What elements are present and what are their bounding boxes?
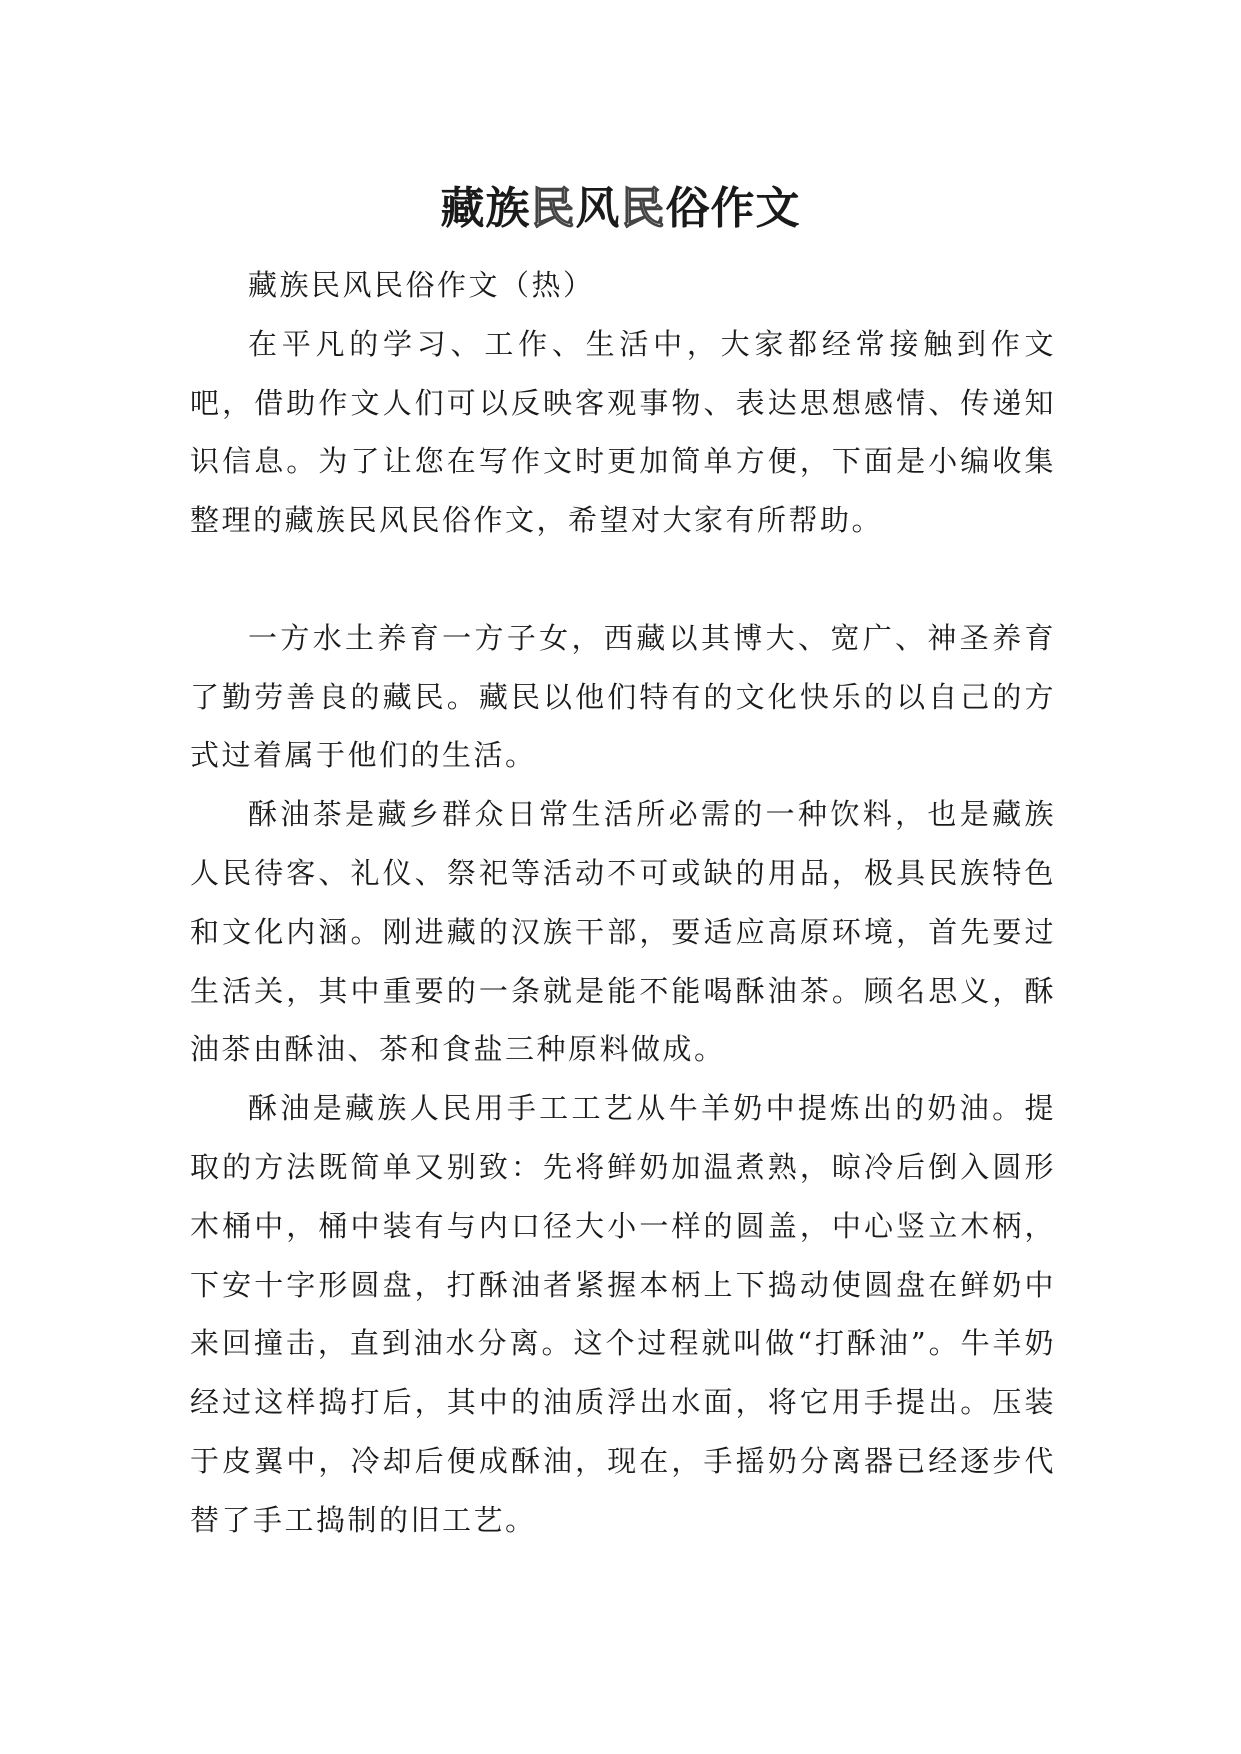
paragraph-2: 酥油茶是藏乡群众日常生活所必需的一种饮料，也是藏族人民待客、礼仪、祭祀等活动不可或缺的用品，极具民族特色和文化内涵。刚进藏的汉族干部，要适应高原环境，首先要过生活关，其中重要的一条就是能不能喝酥油茶。顾名思义，酥油茶由酥油、茶和食盐三种原料做成。: [190, 797, 1056, 1067]
title-part-1: 藏族: [440, 183, 531, 235]
title-part-4: 民: [620, 183, 666, 235]
title-part-3: 风: [575, 183, 621, 235]
intro-paragraph: 在平凡的学习、工作、生活中，大家都经常接触到作文吧，借助作文人们可以反映客观事物、表达思想感情、传递知识信息。为了让您在写作文时更加简单方便，下面是小编收集整理的藏族民风民俗作文，希望对大家有所帮助。: [190, 326, 1056, 538]
paragraph-3: 酥油是藏族人民用手工工艺从牛羊奶中提炼出的奶油。提取的方法既简单又别致：先将鲜奶加温煮熟，晾冷后倒入圆形木桶中，桶中装有与内口径大小一样的圆盖，中心竖立木柄，下安十字形圆盘，打酥油者紧握本柄上下捣动使圆盘在鲜奶中来回撞击，直到油水分离。这个过程就叫做“打酥油”。牛羊奶经过这样捣打后，其中的油质浮出水面，将它用手提出。压装于皮翼中，冷却后便成酥油，现在，手摇奶分离器已经逐步代替了手工捣制的旧工艺。: [190, 1091, 1056, 1537]
subtitle-line: 藏族民风民俗作文（热）: [248, 268, 595, 302]
title-part-2: 民: [530, 183, 576, 235]
paragraph-1: 一方水土养育一方子女，西藏以其博大、宽广、神圣养育了勤劳善良的藏民。藏民以他们特有的文化快乐的以自己的方式过着属于他们的生活。: [190, 620, 1056, 773]
document-body: [190, 256, 1056, 1550]
title-part-5: 俗作文: [665, 183, 801, 235]
document-title: [0, 181, 1241, 237]
